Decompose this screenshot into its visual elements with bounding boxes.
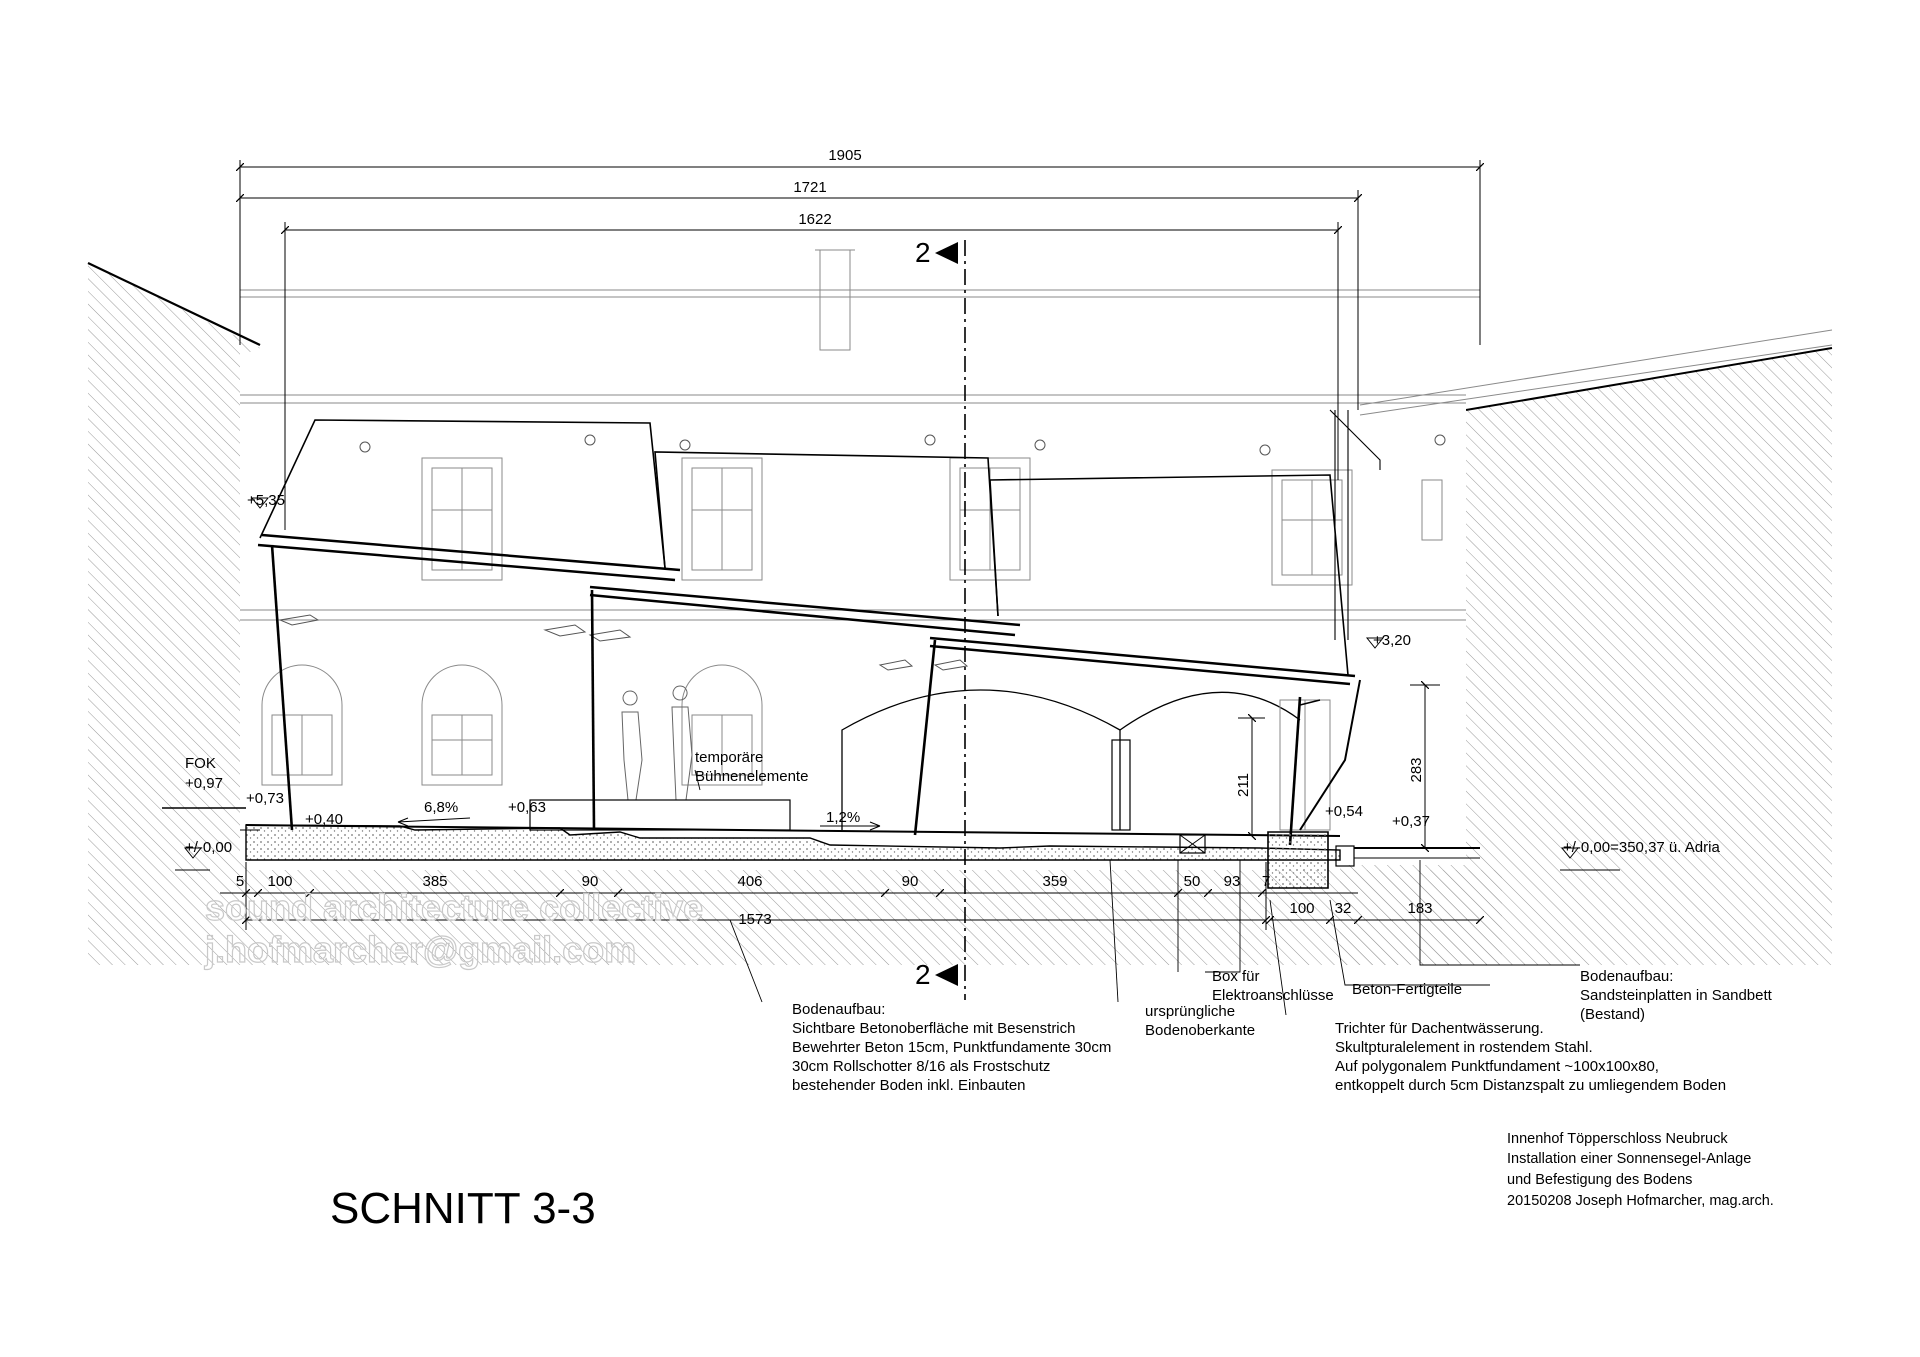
level-320: +3,20 (1373, 632, 1411, 649)
svg-text:90: 90 (901, 873, 919, 890)
svg-text:Sichtbare Betonoberfläche mit: Sichtbare Betonoberfläche mit Besenstrich (792, 1020, 1076, 1037)
svg-text:bestehender Boden inkl. Einbau: bestehender Boden inkl. Einbauten (792, 1077, 1026, 1094)
svg-text:Innenhof Töpperschloss Neubruc: Innenhof Töpperschloss Neubruck (1507, 1131, 1728, 1147)
annotation-precast: Beton-Fertigteile (1352, 981, 1463, 998)
title-block (1507, 1131, 1774, 1209)
annotation-existing-floor (1580, 968, 1773, 1023)
svg-text:93: 93 (1223, 873, 1241, 890)
annotation-funnel (1335, 1020, 1726, 1094)
svg-text:Sandsteinplatten in Sandbett: Sandsteinplatten in Sandbett (1580, 987, 1772, 1004)
svg-text:90: 90 (581, 873, 599, 890)
watermark-line2: j.hofmarcher@gmail.com (205, 929, 637, 970)
svg-text:Elektroanschlüsse: Elektroanschlüsse (1212, 987, 1334, 1004)
watermark-line1: sound architecture collective (205, 887, 704, 928)
level-054: +0,54 (1325, 803, 1363, 820)
svg-text:100: 100 (1289, 900, 1315, 917)
svg-text:50: 50 (1183, 873, 1201, 890)
svg-text:20150208 Joseph Hofmarcher, ma: 20150208 Joseph Hofmarcher, mag.arch. (1507, 1193, 1774, 1209)
svg-text:406: 406 (737, 873, 763, 890)
svg-text:183: 183 (1407, 900, 1433, 917)
svg-text:Auf polygonalem Punktfundament: Auf polygonalem Punktfundament ~100x100x80, (1335, 1058, 1659, 1075)
svg-text:7: 7 (1261, 873, 1271, 890)
annotation-floor-main (792, 1001, 1111, 1094)
level-000-adria: +/-0,00=350,37 ü. Adria (1563, 839, 1720, 856)
svg-text:Bodenoberkante: Bodenoberkante (1145, 1022, 1256, 1039)
svg-text:385: 385 (422, 873, 448, 890)
svg-text:entkoppelt durch 5cm Distanzsp: entkoppelt durch 5cm Distanzspalt zu umliegendem Boden (1335, 1077, 1727, 1094)
svg-text:Skultpturalelement in rostende: Skultpturalelement in rostendem Stahl. (1335, 1039, 1593, 1056)
level-037: +0,37 (1392, 813, 1430, 830)
dim-1721: 1721 (793, 179, 827, 196)
dim-1573: 1573 (738, 911, 772, 928)
svg-text:Bodenaufbau:: Bodenaufbau: (792, 1001, 886, 1018)
svg-text:32: 32 (1334, 900, 1352, 917)
dim-1622: 1622 (798, 211, 832, 228)
level-000-left: +/-0,00 (185, 839, 233, 856)
level-040: +0,40 (305, 811, 343, 828)
svg-text:und Befestigung des Bodens: und Befestigung des Bodens (1507, 1172, 1693, 1188)
dim-283: 283 (1408, 757, 1425, 783)
section-marker-bottom: 2 (915, 959, 931, 990)
slope-12: 1,2% (826, 809, 861, 826)
drawing-title: SCHNITT 3-3 (330, 1184, 596, 1233)
level-fok: FOK (185, 755, 216, 772)
svg-text:Installation einer Sonnensegel: Installation einer Sonnensegel-Anlage (1507, 1151, 1752, 1167)
svg-text:Box für: Box für (1212, 968, 1260, 985)
section-marker-top: 2 (915, 237, 931, 268)
svg-text:(Bestand): (Bestand) (1580, 1006, 1646, 1023)
svg-text:Bewehrter Beton 15cm, Punktfun: Bewehrter Beton 15cm, Punktfundamente 30cm (792, 1039, 1112, 1056)
svg-text:Bühnenelemente: Bühnenelemente (695, 768, 809, 785)
svg-text:5: 5 (235, 873, 245, 890)
svg-text:359: 359 (1042, 873, 1068, 890)
svg-text:temporäre: temporäre (695, 749, 764, 766)
svg-text:Bodenaufbau:: Bodenaufbau: (1580, 968, 1674, 985)
level-063: +0,63 (508, 799, 546, 816)
annotation-box (1212, 968, 1334, 1004)
level-535: +5,35 (247, 492, 285, 509)
annotation-original-edge (1145, 1003, 1255, 1039)
level-097: +0,97 (185, 775, 223, 792)
svg-text:ursprüngliche: ursprüngliche (1145, 1003, 1236, 1020)
svg-text:Trichter für Dachentwässerung.: Trichter für Dachentwässerung. (1335, 1020, 1544, 1037)
svg-text:100: 100 (267, 873, 293, 890)
dim-1905: 1905 (828, 147, 862, 164)
svg-text:30cm Rollschotter 8/16 als Fro: 30cm Rollschotter 8/16 als Frostschutz (792, 1058, 1051, 1075)
level-073: +0,73 (246, 790, 284, 807)
slope-68: 6,8% (424, 799, 459, 816)
dim-211: 211 (1235, 773, 1252, 797)
